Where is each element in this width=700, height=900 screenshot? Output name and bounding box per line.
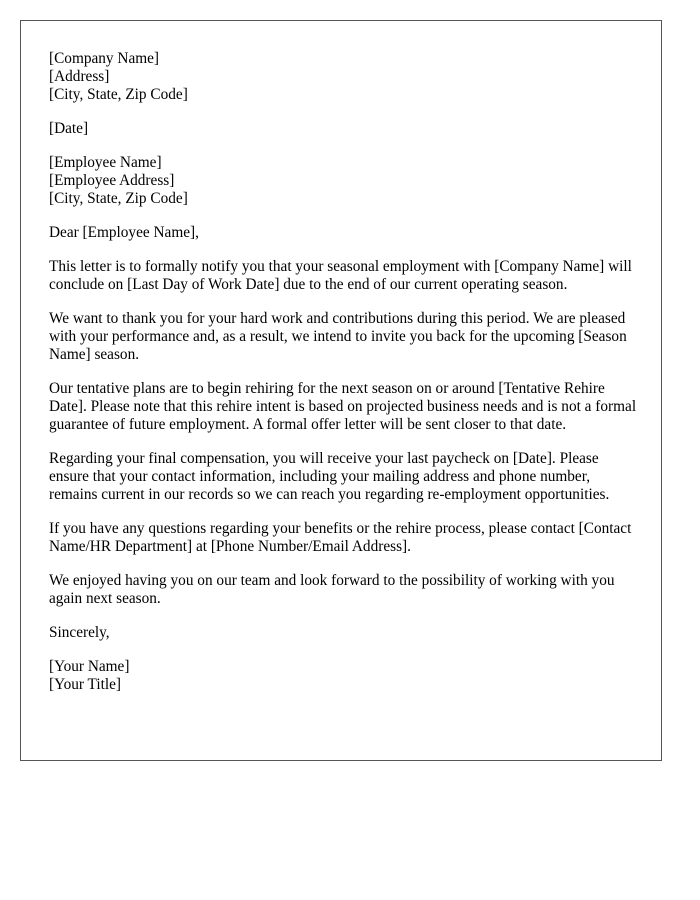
- paragraph-text: We enjoyed having you on our team and look forward to the possibility of working with you again next season.: [49, 572, 615, 607]
- closing: Sincerely,: [49, 624, 110, 641]
- paragraph-text: We want to thank you for your hard work and contributions during this period. We are pleased with your performance and, as a result, we intend to invite you back for the upcoming [Season Name] season.: [49, 310, 627, 363]
- body-paragraph-4: [49, 450, 661, 504]
- body-paragraph-3: [49, 380, 661, 434]
- recipient-address-block: [49, 154, 661, 208]
- letter-page: [20, 20, 662, 761]
- sender-address-block: [49, 50, 661, 104]
- body-paragraph-5: [49, 520, 661, 556]
- sender-address: [Address]: [49, 68, 110, 85]
- signer-name: [Your Name]: [49, 658, 130, 675]
- body-paragraph-2: [49, 310, 661, 364]
- salutation-block: [49, 224, 661, 242]
- sender-company-name: [Company Name]: [49, 50, 160, 67]
- recipient-city-state-zip: [City, State, Zip Code]: [49, 190, 188, 207]
- letter-date: [Date]: [49, 120, 89, 137]
- recipient-name: [Employee Name]: [49, 154, 162, 171]
- sender-city-state-zip: [City, State, Zip Code]: [49, 86, 188, 103]
- paragraph-text: Regarding your final compensation, you will receive your last paycheck on [Date]. Please ensure that your contact information, including your mailing address and phone number, remains current in our records so we can reach you regarding re-employment opportunities.: [49, 450, 610, 503]
- paragraph-text: If you have any questions regarding your benefits or the rehire process, please contact [Contact Name/HR Department] at [Phone Number/Email Address].: [49, 520, 632, 555]
- signature-block: [49, 658, 661, 694]
- body-paragraph-6: [49, 572, 661, 608]
- paragraph-text: This letter is to formally notify you that your seasonal employment with [Company Name] will conclude on [Last Day of Work Date] due to the end of our current operating season.: [49, 258, 632, 293]
- closing-block: [49, 624, 661, 642]
- paragraph-text: Our tentative plans are to begin rehiring for the next season on or around [Tentative Rehire Date]. Please note that this rehire intent is based on projected business needs and is not a formal guarantee of future employment. A formal offer letter will be sent closer to that date.: [49, 380, 637, 433]
- date-block: [49, 120, 661, 138]
- body-paragraph-1: [49, 258, 661, 294]
- signer-title: [Your Title]: [49, 676, 121, 693]
- salutation: Dear [Employee Name],: [49, 224, 199, 241]
- recipient-address: [Employee Address]: [49, 172, 175, 189]
